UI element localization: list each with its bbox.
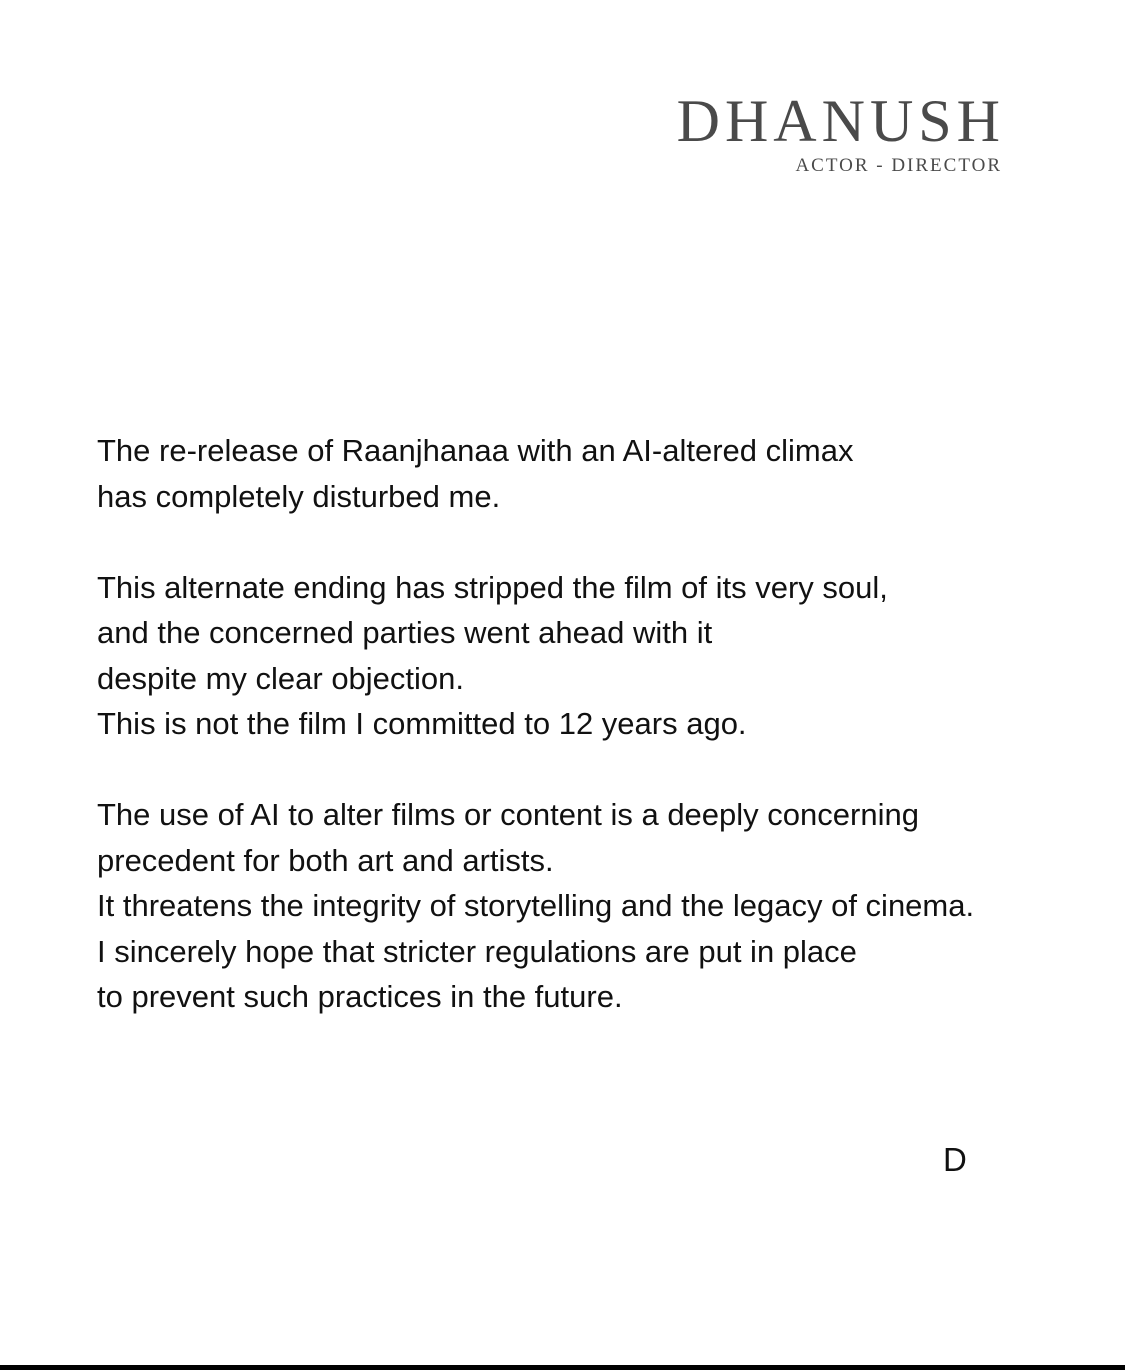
statement-line: The use of AI to alter films or content is a deeply concerning [97, 797, 919, 832]
statement-line: This alternate ending has stripped the film of its very soul, [97, 569, 888, 605]
statement-line: and the concerned parties went ahead with it [97, 615, 713, 650]
statement-line: This is not the film I committed to 12 years ago. [97, 706, 747, 741]
statement-paragraph [97, 565, 1077, 747]
statement-paragraph [97, 792, 1077, 1020]
statement-line: has completely disturbed me. [97, 478, 501, 514]
statement-line: despite my clear objection. [97, 660, 465, 696]
statement-line: precedent for both art and artists. [97, 842, 554, 878]
statement-line: It threatens the integrity of storytelling and the legacy of cinema. [97, 888, 975, 923]
letterhead [676, 88, 1005, 178]
statement-line: to prevent such practices in the future. [97, 979, 623, 1014]
bottom-border [0, 1365, 1125, 1370]
letterhead-role: ACTOR - DIRECTOR [795, 155, 1002, 176]
statement-line: The re-release of Raanjhanaa with an AI-altered climax [97, 433, 854, 468]
letterhead-name: DHANUSH [676, 88, 1005, 154]
statement-paragraph [97, 428, 1077, 519]
statement-line: I sincerely hope that stricter regulations are put in place [97, 933, 857, 969]
signature-initial: D [943, 1141, 967, 1178]
statement-body [97, 428, 1077, 1065]
